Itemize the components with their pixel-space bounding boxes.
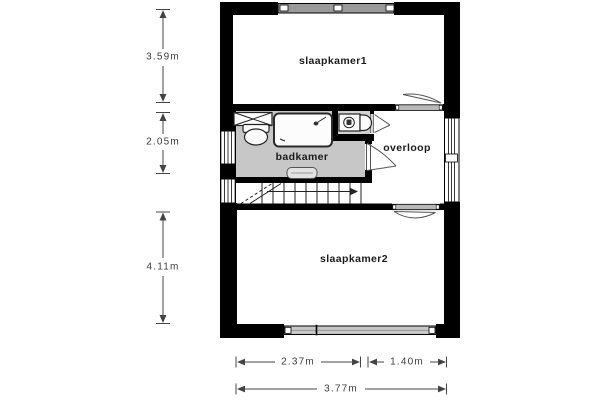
toilet-symbol [243,125,269,146]
window-left-stairs [221,179,235,203]
door-swings [367,94,441,218]
dimension-label-width-right: 1.40m [387,357,427,368]
washbasin-symbol [339,114,360,131]
small-basin-symbol [360,115,372,131]
window-right-landing [445,118,460,202]
room-label-slaapkamer2: slaapkamer2 [319,253,389,265]
window-top [278,4,394,14]
room-label-badkamer: badkamer [275,151,329,163]
door-opening-slaapkamer2 [392,204,440,209]
closet-symbol [234,113,272,126]
door-opening-bathroom [365,144,372,170]
dimension-label-height-slaapkamer1: 3.59m [143,52,183,63]
room-label-overloop: overloop [383,142,431,154]
dimension-label-width-left: 2.37m [278,357,318,368]
door-swing-wc [375,115,391,133]
door-openings [365,105,443,210]
shower-bath-symbol [274,114,332,147]
door-swing-slaapkamer1 [403,94,441,103]
window-left-bathroom [221,131,235,164]
dimension-label-height-slaapkamer2: 4.11m [143,262,182,273]
stair-cut-line-dashed [241,184,272,204]
window-bottom [284,325,436,336]
room-label-slaapkamer1: slaapkamer1 [298,55,368,67]
stair-direction-arrow [267,188,358,195]
door-swing-slaapkamer2 [394,212,436,219]
dimension-lines [156,10,447,395]
radiator-symbol [287,168,317,179]
stair-cut-line [250,184,281,204]
stairs [241,183,361,204]
door-opening-slaapkamer1 [395,105,443,111]
dimension-label-height-badkamer: 2.05m [143,137,183,148]
dimension-label-width-total: 3.77m [321,384,361,395]
